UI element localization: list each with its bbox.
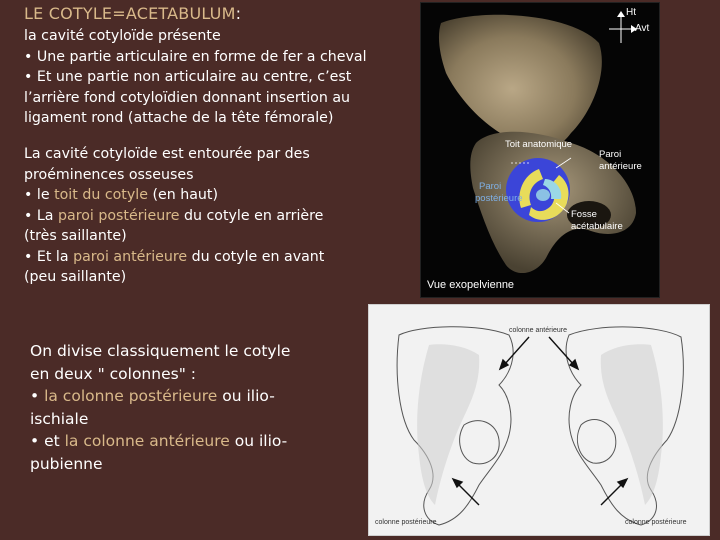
highlight-term: la colonne antérieure <box>64 432 230 450</box>
axis-up-label: Ht <box>626 7 636 18</box>
text-line <box>24 185 364 206</box>
highlight-term: paroi postérieure <box>58 207 180 224</box>
text-line: proéminences osseuses <box>24 166 194 183</box>
label-toit-anatomique: Toit anatomique <box>505 139 573 150</box>
text-line <box>30 385 330 408</box>
label-paroi-posterieure-1: Paroi <box>479 181 502 192</box>
highlight-term: paroi antérieure <box>73 248 188 265</box>
label-colonne-posterieure-right: colonne postérieure <box>625 519 687 526</box>
label-fosse-2: acétabulaire <box>571 221 623 232</box>
text-line: ligament rond (attache de la tête fémorale) <box>24 110 334 126</box>
text-rest: (en haut) <box>147 187 218 203</box>
title-colon: : <box>235 4 242 23</box>
bullet-text: • Et la <box>24 248 74 265</box>
paragraph-articular-description <box>24 26 396 129</box>
label-paroi-posterieure-2: postérieure <box>475 193 523 204</box>
label-paroi-anterieure-2: antérieure <box>599 161 642 172</box>
label-paroi-anterieure-1: Paroi <box>599 149 622 160</box>
text-line: en deux " colonnes" : <box>30 364 196 383</box>
text-line: • Et une partie non articulaire au centre, c’est <box>24 69 352 85</box>
bullet-text: • La <box>24 207 58 224</box>
bullet-text: • <box>30 387 45 405</box>
highlight-term: la colonne postérieure <box>44 387 218 405</box>
text-line: pubienne <box>30 454 103 473</box>
text-line: l’arrière fond cotyloïdien donnant insertion au <box>24 89 351 106</box>
text-rest: ou ilio- <box>217 387 275 405</box>
hip-bone-illustration <box>421 3 660 298</box>
text-line: la cavité cotyloïde présente <box>24 28 221 44</box>
label-fosse-1: Fosse <box>571 209 597 220</box>
acetabular-columns-drawing <box>368 304 710 536</box>
label-colonne-anterieure: colonne antérieure <box>509 327 567 334</box>
text-line <box>24 206 364 227</box>
label-colonne-posterieure-left: colonne postérieure <box>375 519 437 526</box>
paragraph-columns <box>30 340 330 475</box>
text-line: On divise classiquement le cotyle <box>30 342 291 360</box>
text-line: (très saillante) <box>24 228 127 244</box>
bullet-text: • et <box>30 432 65 450</box>
bullet-text: • le <box>24 187 55 203</box>
text-rest: ou ilio- <box>229 432 288 450</box>
text-line: La cavité cotyloïde est entourée par des <box>24 146 310 162</box>
text-line: ischiale <box>30 409 89 428</box>
acetabulum-exopelvic-image <box>420 2 660 298</box>
columns-line-drawing <box>369 305 710 536</box>
text-line: (peu saillante) <box>24 269 127 285</box>
text-line: • Une partie articulaire en forme de fer a cheval <box>24 48 367 65</box>
axis-forward-label: Avt <box>635 23 650 34</box>
text-rest: du cotyle en arrière <box>179 207 324 224</box>
text-line <box>30 430 330 453</box>
highlight-term: toit du cotyle <box>54 187 148 203</box>
image-caption: Vue exopelvienne <box>427 279 515 291</box>
text-rest: du cotyle en avant <box>187 248 325 265</box>
text-line <box>24 247 364 268</box>
paragraph-bony-prominences <box>24 144 364 288</box>
slide-title <box>24 4 241 23</box>
title-text: LE COTYLE=ACETABULUM <box>24 4 236 23</box>
